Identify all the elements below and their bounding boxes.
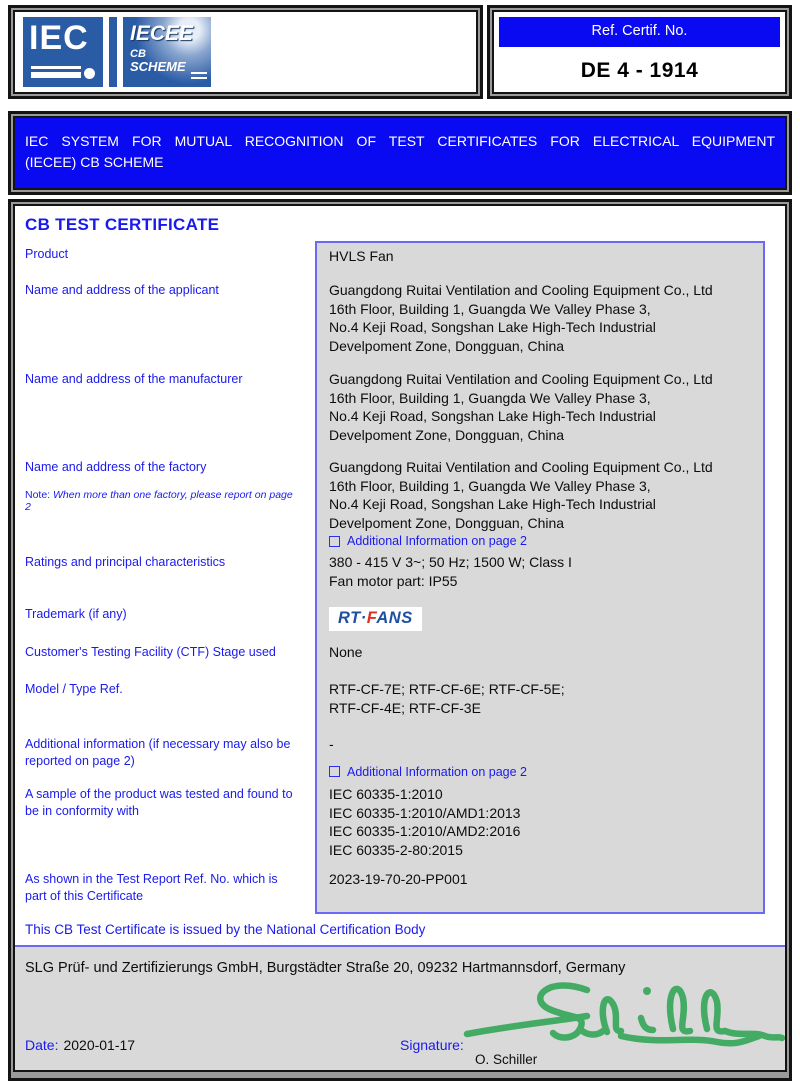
- iecee-logo-lines-icon: [191, 72, 207, 79]
- applicant-address: Guangdong Ruitai Ventilation and Cooling Equipment Co., Ltd 16th Floor, Building 1, Guangda We Valley Phase 3, No.4 Keji Road, Songshan Lake High-Tech Industrial Develpoment Zone, Dongguan, China: [329, 282, 713, 354]
- iec-logo-dot-icon: [84, 68, 95, 79]
- signatory-name: O. Schiller: [475, 1052, 538, 1067]
- iec-logo-lines-icon: [31, 66, 81, 78]
- issued-statement: This CB Test Certificate is issued by the National Certification Body: [25, 922, 426, 937]
- ctf-label: Customer's Testing Facility (CTF) Stage used: [25, 645, 276, 659]
- test-report-value: 2023-19-70-20-PP001: [329, 871, 468, 887]
- row-ratings: [15, 549, 785, 601]
- row-test-report: [15, 866, 785, 914]
- date-line: [25, 1037, 135, 1053]
- certificate-body: [8, 199, 792, 1081]
- additional-info-page2: [329, 765, 753, 779]
- model-value: RTF-CF-7E; RTF-CF-6E; RTF-CF-5E; RTF-CF-4E; RTF-CF-3E: [329, 681, 565, 716]
- additional-info-page2-label: Additional Information on page 2: [347, 764, 527, 779]
- factory-additional-info-label: Additional Information on page 2: [347, 534, 527, 549]
- iecee-cb-text: CB: [130, 48, 146, 60]
- scheme-banner-line1: IEC SYSTEM FOR MUTUAL RECOGNITION OF TEST CERTIFICATES FOR ELECTRICAL EQUIPMENT: [25, 133, 775, 149]
- row-ctf: [15, 639, 785, 676]
- row-conformity: [15, 781, 785, 866]
- scheme-banner: [8, 111, 792, 195]
- conformity-standards: IEC 60335-1:2010 IEC 60335-1:2010/AMD1:2013 IEC 60335-1:2010/AMD2:2016 IEC 60335-2-80:2015: [329, 786, 521, 858]
- header: [8, 5, 792, 99]
- additional-info-checkbox[interactable]: [329, 766, 340, 777]
- ratings-value: 380 - 415 V 3~; 50 Hz; 1500 W; Class I Fan motor part: IP55: [329, 554, 572, 589]
- applicant-label: Name and address of the applicant: [25, 283, 219, 297]
- iecee-logo-text: IECEE: [130, 22, 194, 45]
- row-applicant: [15, 277, 785, 366]
- factory-additional-info: [329, 534, 753, 548]
- model-label: Model / Type Ref.: [25, 682, 123, 696]
- product-label: Product: [25, 247, 69, 261]
- ref-certif-panel: [487, 5, 792, 99]
- row-trademark: [15, 601, 785, 639]
- ratings-label: Ratings and principal characteristics: [25, 555, 226, 569]
- additional-info-value: -: [329, 736, 334, 752]
- signature-label: Signature:: [400, 1037, 464, 1053]
- factory-note: Note: When more than one factory, please report on page 2: [25, 488, 293, 513]
- manufacturer-label: Name and address of the manufacturer: [25, 372, 243, 386]
- iec-logo-text: IEC: [29, 19, 89, 57]
- row-additional-info: [15, 731, 785, 781]
- conformity-label: A sample of the product was tested and found to be in conformity with: [25, 787, 293, 818]
- ncb-name-address: SLG Prüf- und Zertifizierungs GmbH, Burgstädter Straße 20, 09232 Hartmannsdorf, Germany: [25, 960, 626, 976]
- date-label: Date:: [25, 1037, 59, 1053]
- additional-info-label: Additional information (if necessary may also be reported on page 2): [25, 737, 291, 768]
- iec-logo-icon: [23, 17, 103, 87]
- row-model: [15, 676, 785, 731]
- row-product: [15, 241, 785, 277]
- factory-address: Guangdong Ruitai Ventilation and Cooling Equipment Co., Ltd 16th Floor, Building 1, Guangda We Valley Phase 3, No.4 Keji Road, Songshan Lake High-Tech Industrial Develpoment Zone, Dongguan, China: [329, 459, 713, 531]
- logo-panel: [8, 5, 483, 99]
- product-value: HVLS Fan: [329, 248, 394, 264]
- footer: [15, 945, 785, 1070]
- manufacturer-address: Guangdong Ruitai Ventilation and Cooling Equipment Co., Ltd 16th Floor, Building 1, Guangda We Valley Phase 3, No.4 Keji Road, Songshan Lake High-Tech Industrial Develpoment Zone, Dongguan, China: [329, 371, 713, 443]
- factory-additional-info-checkbox[interactable]: [329, 536, 340, 547]
- trademark-label: Trademark (if any): [25, 607, 127, 621]
- iecee-cb-scheme-logo-icon: [123, 17, 211, 87]
- logo-divider-strip: [109, 17, 117, 87]
- certificate-title: CB TEST CERTIFICATE: [25, 215, 220, 234]
- ref-certif-number: DE 4 - 1914: [580, 59, 699, 82]
- row-factory: [15, 454, 785, 549]
- scheme-banner-line2: (IECEE) CB SCHEME: [25, 154, 164, 170]
- field-rows: [15, 241, 785, 914]
- factory-label: Name and address of the factory: [25, 460, 207, 474]
- iecee-scheme-text: SCHEME: [130, 59, 186, 74]
- ref-certif-label: Ref. Certif. No.: [499, 17, 780, 47]
- ctf-value: None: [329, 644, 363, 660]
- rt-fans-trademark-logo: RT·FANS: [329, 607, 422, 631]
- row-manufacturer: [15, 366, 785, 454]
- date-value: 2020-01-17: [63, 1037, 136, 1053]
- test-report-label: As shown in the Test Report Ref. No. which is part of this Certificate: [25, 872, 278, 903]
